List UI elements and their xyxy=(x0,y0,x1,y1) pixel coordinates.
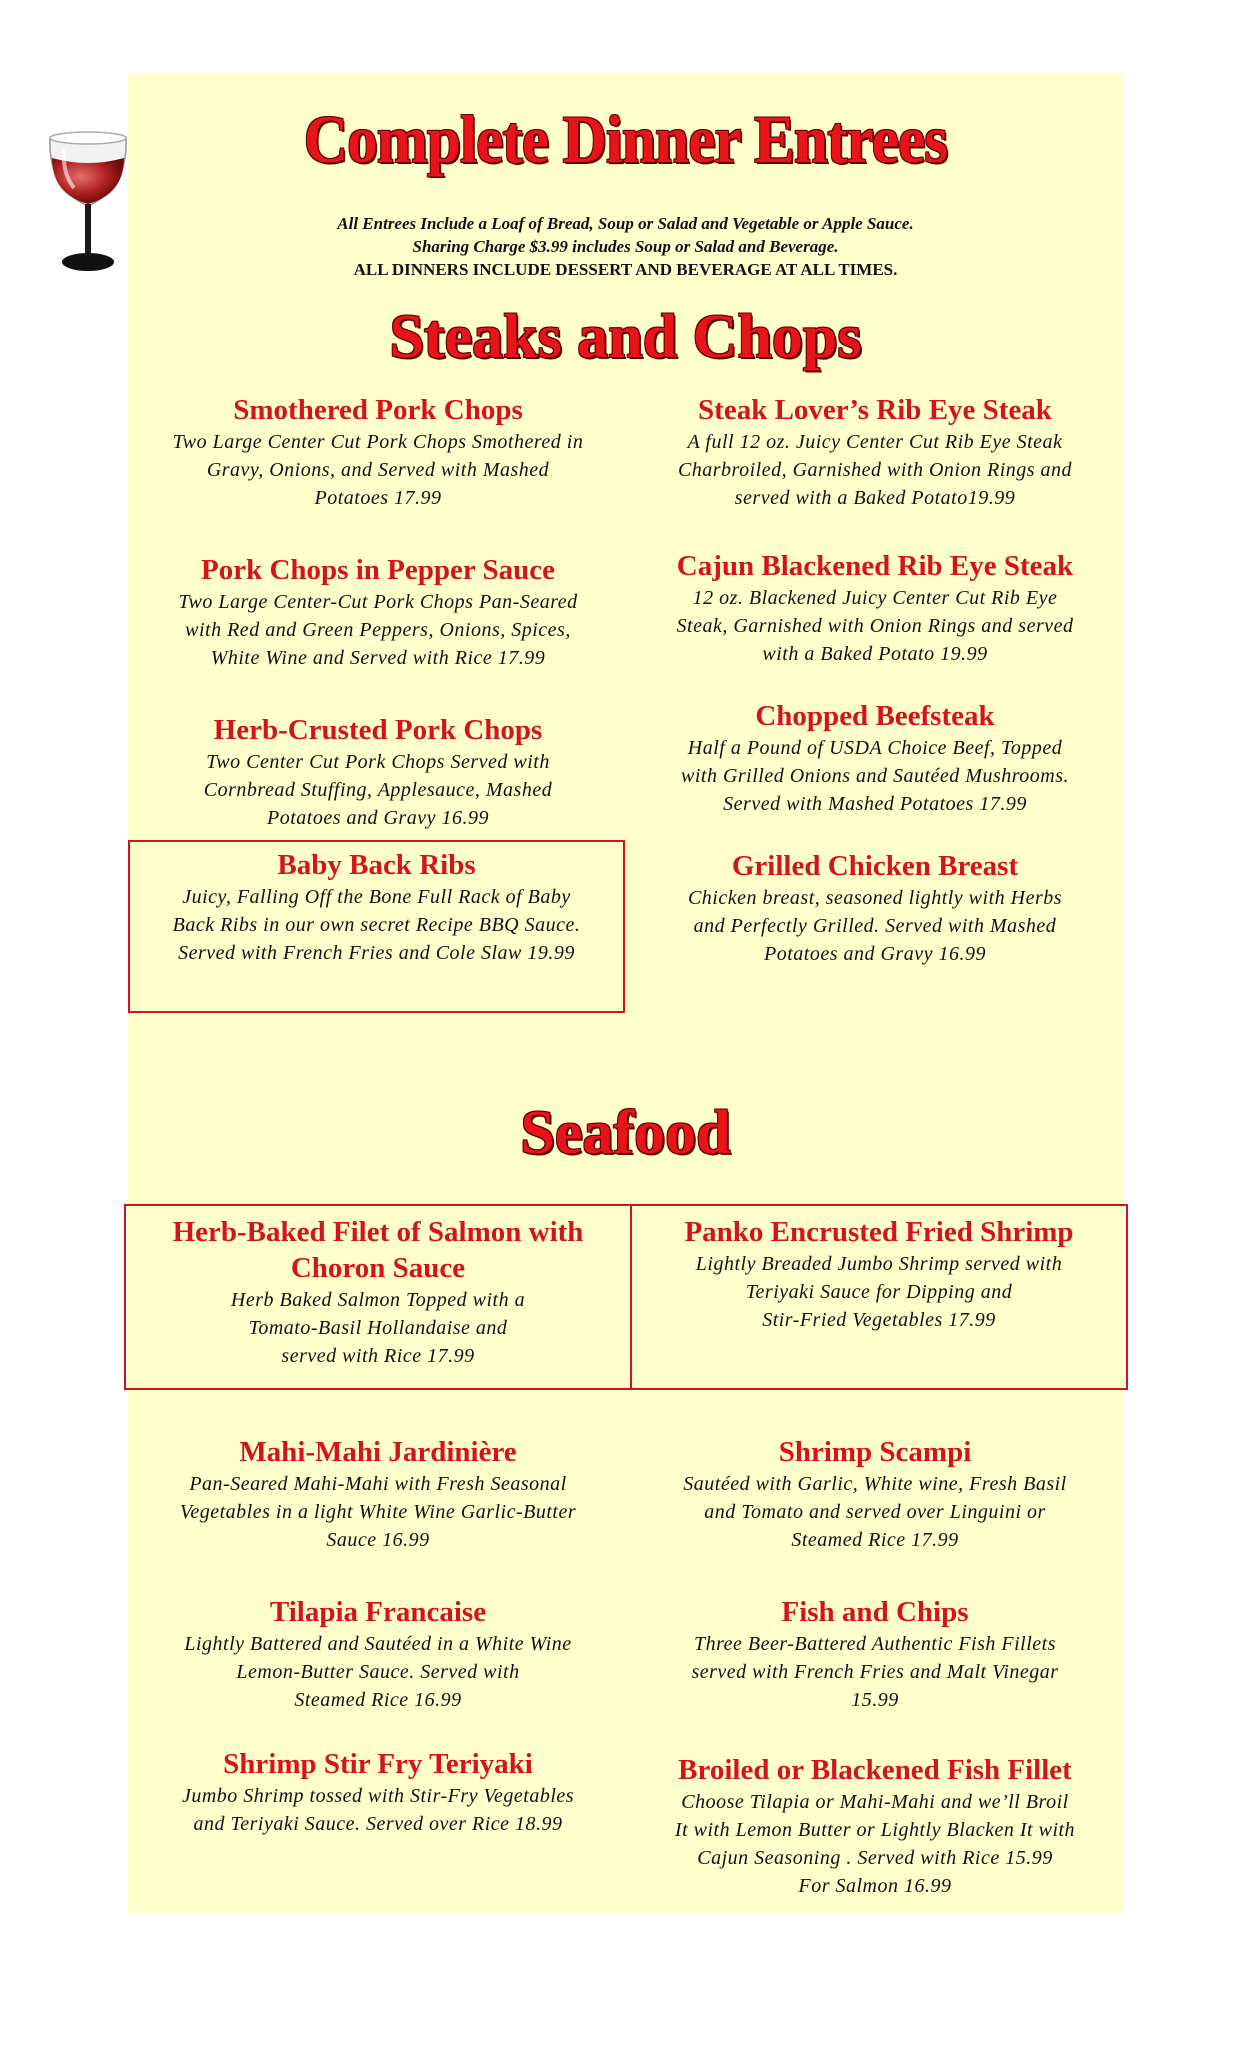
item-desc: Vegetables in a light White Wine Garlic-Butter xyxy=(179,1501,577,1523)
item-desc: 12 oz. Blackened Juicy Center Cut Rib Eye xyxy=(692,587,1058,609)
item-desc: Teriyaki Sauce for Dipping and xyxy=(745,1281,1013,1303)
item-name: Smothered Pork Chops xyxy=(233,394,523,426)
item-desc: served with Rice 17.99 xyxy=(281,1345,475,1367)
item-name: Pork Chops in Pepper Sauce xyxy=(201,554,555,586)
menu-item xyxy=(630,392,1120,512)
item-desc: Two Large Center-Cut Pork Chops Pan-Seared xyxy=(178,591,578,613)
item-name: Cajun Blackened Rib Eye Steak xyxy=(676,550,1074,582)
item-desc: Two Large Center Cut Pork Chops Smothered in xyxy=(172,431,584,453)
item-desc: A full 12 oz. Juicy Center Cut Rib Eye Steak xyxy=(687,431,1063,453)
item-name: Steak Lover’s Rib Eye Steak xyxy=(698,394,1052,426)
item-desc: Steamed Rice 17.99 xyxy=(791,1529,959,1551)
item-desc: White Wine and Served with Rice 17.99 xyxy=(210,647,546,669)
item-name: Herb-Crusted Pork Chops xyxy=(213,714,543,746)
menu-item xyxy=(128,847,625,967)
item-desc: Lightly Battered and Sautéed in a White Wine xyxy=(184,1633,572,1655)
menu-item xyxy=(630,1594,1120,1714)
item-desc: Charbroiled, Garnished with Onion Rings and xyxy=(677,459,1073,481)
menu-item xyxy=(128,392,628,512)
item-desc: Served with Mashed Potatoes 17.99 xyxy=(723,793,1027,815)
item-desc: Back Ribs in our own secret Recipe BBQ Sauce. xyxy=(172,914,581,936)
menu-item xyxy=(630,698,1120,818)
item-name: Shrimp Scampi xyxy=(778,1436,972,1468)
item-name: Chopped Beefsteak xyxy=(755,700,995,732)
item-desc: Served with French Fries and Cole Slaw 19.99 xyxy=(178,942,575,964)
item-desc: 15.99 xyxy=(851,1689,899,1711)
item-name: Tilapia Francaise xyxy=(269,1596,487,1628)
item-desc: It with Lemon Butter or Lightly Blacken It with xyxy=(674,1819,1076,1841)
item-desc: Three Beer-Battered Authentic Fish Fillets xyxy=(694,1633,1056,1655)
item-desc: Sauce 16.99 xyxy=(326,1529,430,1551)
menu-item xyxy=(630,1434,1120,1554)
item-name: Baby Back Ribs xyxy=(277,849,476,881)
intro-line: ALL DINNERS INCLUDE DESSERT AND BEVERAGE AT ALL TIMES. xyxy=(353,260,898,279)
item-desc: Cornbread Stuffing, Applesauce, Mashed xyxy=(203,779,553,801)
menu-item xyxy=(128,1434,628,1554)
item-name: Fish and Chips xyxy=(781,1596,969,1628)
intro-line: All Entrees Include a Loaf of Bread, Soup or Salad and Vegetable or Apple Sauce. xyxy=(337,214,914,233)
item-desc: Chicken breast, seasoned lightly with Herbs xyxy=(687,887,1063,909)
item-name: Herb-Baked Filet of Salmon with xyxy=(172,1216,584,1248)
item-desc: Sautéed with Garlic, White wine, Fresh Basil xyxy=(683,1473,1067,1495)
section-title-seafood: Seafood xyxy=(520,1099,731,1167)
item-desc: Lightly Breaded Jumbo Shrimp served with xyxy=(695,1253,1063,1275)
item-desc: served with French Fries and Malt Vinegar xyxy=(691,1661,1059,1683)
item-desc: served with a Baked Potato19.99 xyxy=(734,487,1016,509)
item-desc: For Salmon 16.99 xyxy=(798,1875,952,1897)
item-desc: Juicy, Falling Off the Bone Full Rack of Baby xyxy=(182,886,571,908)
item-name: Grilled Chicken Breast xyxy=(731,850,1019,882)
section-title-steaks: Steaks and Chops xyxy=(389,303,862,371)
item-desc: Jumbo Shrimp tossed with Stir-Fry Vegetables xyxy=(181,1785,575,1807)
item-desc: Gravy, Onions, and Served with Mashed xyxy=(206,459,550,481)
item-name: Panko Encrusted Fried Shrimp xyxy=(684,1216,1074,1248)
menu-item xyxy=(630,1752,1120,1900)
item-desc: Potatoes 17.99 xyxy=(314,487,442,509)
intro-text xyxy=(128,212,1123,281)
item-desc: Potatoes and Gravy 16.99 xyxy=(267,807,489,829)
menu-item xyxy=(124,1214,632,1370)
page-title: Complete Dinner Entrees xyxy=(303,101,948,177)
item-desc: Choose Tilapia or Mahi-Mahi and we’ll Broil xyxy=(681,1791,1069,1813)
item-desc: Pan-Seared Mahi-Mahi with Fresh Seasonal xyxy=(189,1473,567,1495)
item-name: Shrimp Stir Fry Teriyaki xyxy=(223,1748,533,1780)
item-desc: with Grilled Onions and Sautéed Mushrooms. xyxy=(680,765,1070,787)
item-desc: Tomato-Basil Hollandaise and xyxy=(248,1317,508,1339)
menu-item xyxy=(128,1594,628,1714)
item-desc: Two Center Cut Pork Chops Served with xyxy=(206,751,550,773)
intro-line: Sharing Charge $3.99 includes Soup or Salad and Beverage. xyxy=(412,237,839,256)
menu-item xyxy=(630,1214,1128,1334)
menu-item xyxy=(630,548,1120,668)
item-desc: Cajun Seasoning . Served with Rice 15.99 xyxy=(697,1847,1053,1869)
item-desc: Herb Baked Salmon Topped with a xyxy=(230,1289,526,1311)
wine-glass-icon xyxy=(44,128,132,278)
item-name: Mahi-Mahi Jardinière xyxy=(239,1436,517,1468)
item-desc: Lemon-Butter Sauce. Served with xyxy=(236,1661,520,1683)
item-desc: Stir-Fried Vegetables 17.99 xyxy=(762,1309,996,1331)
item-name: Choron Sauce xyxy=(290,1252,466,1284)
menu-item xyxy=(128,1746,628,1838)
menu-item xyxy=(128,552,628,672)
item-desc: and Teriyaki Sauce. Served over Rice 18.99 xyxy=(193,1813,563,1835)
menu-item xyxy=(630,848,1120,968)
item-desc: Steak, Garnished with Onion Rings and served xyxy=(676,615,1074,637)
menu-item xyxy=(128,712,628,832)
item-desc: with a Baked Potato 19.99 xyxy=(762,643,988,665)
item-desc: Half a Pound of USDA Choice Beef, Topped xyxy=(687,737,1063,759)
item-desc: and Perfectly Grilled. Served with Mashed xyxy=(693,915,1057,937)
item-desc: with Red and Green Peppers, Onions, Spices, xyxy=(185,619,571,641)
item-desc: and Tomato and served over Linguini or xyxy=(704,1501,1046,1523)
item-desc: Potatoes and Gravy 16.99 xyxy=(764,943,986,965)
item-desc: Steamed Rice 16.99 xyxy=(294,1689,462,1711)
item-name: Broiled or Blackened Fish Fillet xyxy=(678,1754,1072,1786)
